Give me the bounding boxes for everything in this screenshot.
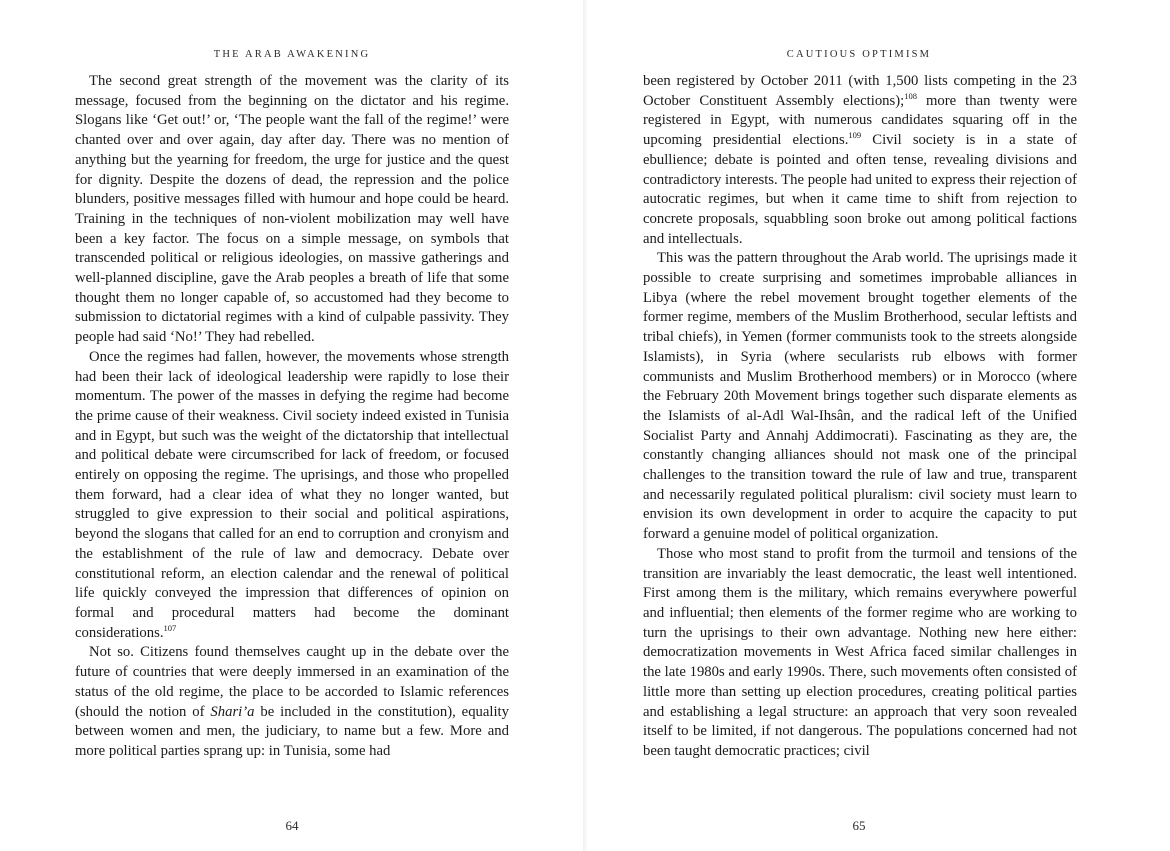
paragraph <box>643 249 1077 545</box>
right-page <box>587 0 1170 851</box>
footnote-marker: 107 <box>163 622 177 633</box>
paragraph-text: The second great strength of the movement was the clarity of its message, focused from the beginning on the dictator and his regime. Slogans like ‘Get out!’ or, ‘The people want the fall of the regime!’ were chanted over and over again, day after day. There was no mention of anything but the yearning for freedom, the urge for justice and the quest for dignity. Despite the dozens of dead, the repression and the police blunders, positive messages filled with humour and hope could be heard. Training in the techniques of non-violent mobilization may well have been a key factor. The focus on a simple message, on symbols that transcended political or religious ideologies, on massive gatherings and well-planned discipline, gave the Arab peoples a breath of life that some thought them no longer capable of, so accustomed had they become to submission to dictatorial regimes with a kind of culpable passivity. They people had said ‘No!’ They had rebelled. <box>75 73 509 346</box>
paragraph <box>75 348 509 644</box>
running-head: CAUTIOUS OPTIMISM <box>786 49 932 60</box>
paragraph <box>643 545 1077 762</box>
paragraph <box>643 72 1077 249</box>
paragraph <box>75 72 509 348</box>
body-text <box>75 72 509 762</box>
footnote-marker: 109 <box>848 130 862 141</box>
left-page <box>0 0 583 851</box>
paragraph-text: been registered by October 2011 (with 1,500 lists competing in the 23 October Constituent Assembly elections); <box>643 73 1077 109</box>
running-head: THE ARAB AWAKENING <box>213 49 371 60</box>
paragraph-text: be included in the constitution), equality between women and men, the judiciary, to name but a few. More and more political parties sprang up: in Tunisia, some had <box>75 703 509 759</box>
paragraph-text: Civil society is in a state of ebullience; debate is pointed and often tense, revealing divisions and contradictory interests. The people had united to express their rejection of autocratic regimes, but when it came time to shift from rejection to concrete proposals, squabbling soon broke out among political factions and intellectuals. <box>643 132 1078 247</box>
paragraph-text: This was the pattern throughout the Arab world. The uprisings made it possible to create surprising and sometimes improbable alliances in Libya (where the rebel movement brought together elements of the former regime, members of the Muslim Brotherhood, secular leftists and tribal chiefs), in Yemen (former communists took to the streets alongside Islamists), in Syria (where secularists rub elbows with former communists and Muslim Brotherhood members) or in Morocco (where the February 20th Movement brings together such disparate elements as the Islamists of al-Adl Wal-Ihsân, and the radical left of the Unified Socialist Party and Annahj Addimocrati). Fascinating as they are, the constantly changing alliances should not mask one of the principal challenges to the transition toward the rule of law and true, transparent and necessarily regulated political pluralism: civil society must learn to envision its own development in order to acquire the capacity to put forward a genuine model of political organization. <box>643 250 1077 543</box>
paragraph-text: more than twenty were registered in Egypt, with numerous candidates squaring off in the upcoming presidential elections. <box>643 92 1077 149</box>
page-number: 64 <box>285 818 299 833</box>
paragraph-text: Not so. Citizens found themselves caught up in the debate over the future of countries that were deeply immersed in an examination of the status of the old regime, the place to be accorded to Islamic references (should the notion of <box>75 644 509 720</box>
body-text <box>643 72 1077 762</box>
paragraph <box>75 643 509 761</box>
italic-term: Shari’a <box>210 703 255 720</box>
paragraph-text: Once the regimes had fallen, however, the movements whose strength had been their lack of ideological leadership were rapidly to lose their momentum. The power of the masses in defying the regime had become the prime cause of their weakness. Civil society indeed existed in Tunisia and in Egypt, but such was the weight of the dictatorship that intellectual and political debate were circumscribed for lack of freedom, or focused entirely on opposing the regime. The uprisings, and those who propelled them forward, had a clear idea of what they no longer wanted, but struggled to give expression to their social and political aspirations, beyond the slogans that called for an end to corruption and cronyism and the establishment of the rule of law and democracy. Debate over constitutional reform, an election calendar and the renewal of political life quickly conveyed the impression that differences of opinion on formal and procedural matters had become the dominant considerations. <box>75 348 509 641</box>
paragraph-text: Those who most stand to profit from the turmoil and tensions of the transition are invariably the least democratic, the least well intentioned. First among them is the military, which remains everywhere powerful and influential; then elements of the former regime who are working to turn the uprisings to their own advantage. Nothing new here either: democratization movements in West Africa faced similar challenges in the late 1980s and early 1990s. There, such movements often consisted of little more than setting up election procedures, creating political parties and establishing a legal structure: an approach that very soon revealed itself to be limited, if not dangerous. The populations concerned had not been taught democratic practices; civil <box>643 545 1077 759</box>
page-number: 65 <box>852 818 866 833</box>
footnote-marker: 108 <box>904 90 917 101</box>
